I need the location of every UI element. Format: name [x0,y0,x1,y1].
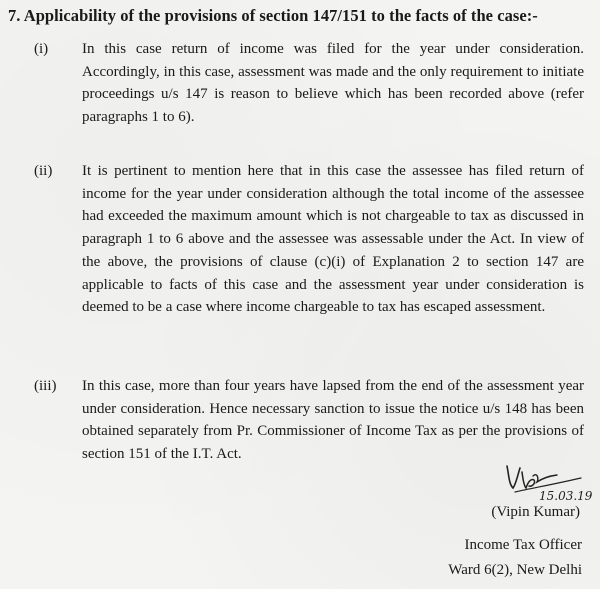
signature-date: 15.03.19 [539,489,593,503]
officer-office: Ward 6(2), New Delhi [448,562,582,578]
section-heading: 7. Applicability of the provisions of section 147/151 to the facts of the case:- [8,6,538,25]
officer-designation: Income Tax Officer [464,537,582,553]
paragraph-number: (i) [34,41,49,57]
officer-name: (Vipin Kumar) [491,504,580,520]
paragraph-number: (iii) [34,378,57,394]
paragraph-number: (ii) [34,163,53,179]
handwritten-signature [503,462,598,504]
paragraph-text: In this case return of income was filed for the year under consideration. Accordingly, in this case, assessment was made and the only requirement to initiate proceedings u/s 147 is reason to believe which has been recorded above (refer paragraphs 1 to 6). [82,41,584,126]
paragraph-text: In this case, more than four years have lapsed from the end of the assessment year under consideration. Hence necessary sanction to issue the notice u/s 148 has been obtained separately from Pr. Commissioner of Income Tax as per the provisions of section 151 of the I.T. Act. [82,378,584,463]
paragraph-text: It is pertinent to mention here that in this case the assessee has filed return of income for the year under consideration although the total income of the assessee had exceeded the maximum amount which is not chargeable to tax as discussed in paragraph 1 to 6 above and the assessee was assessable under the Act. In view of the above, the provisions of clause (c)(i) of Explanation 2 to section 147 are applicable to facts of this case and the assessment year under consideration is deemed to be a case where income chargeable to tax has escaped assessment. [82,163,584,316]
